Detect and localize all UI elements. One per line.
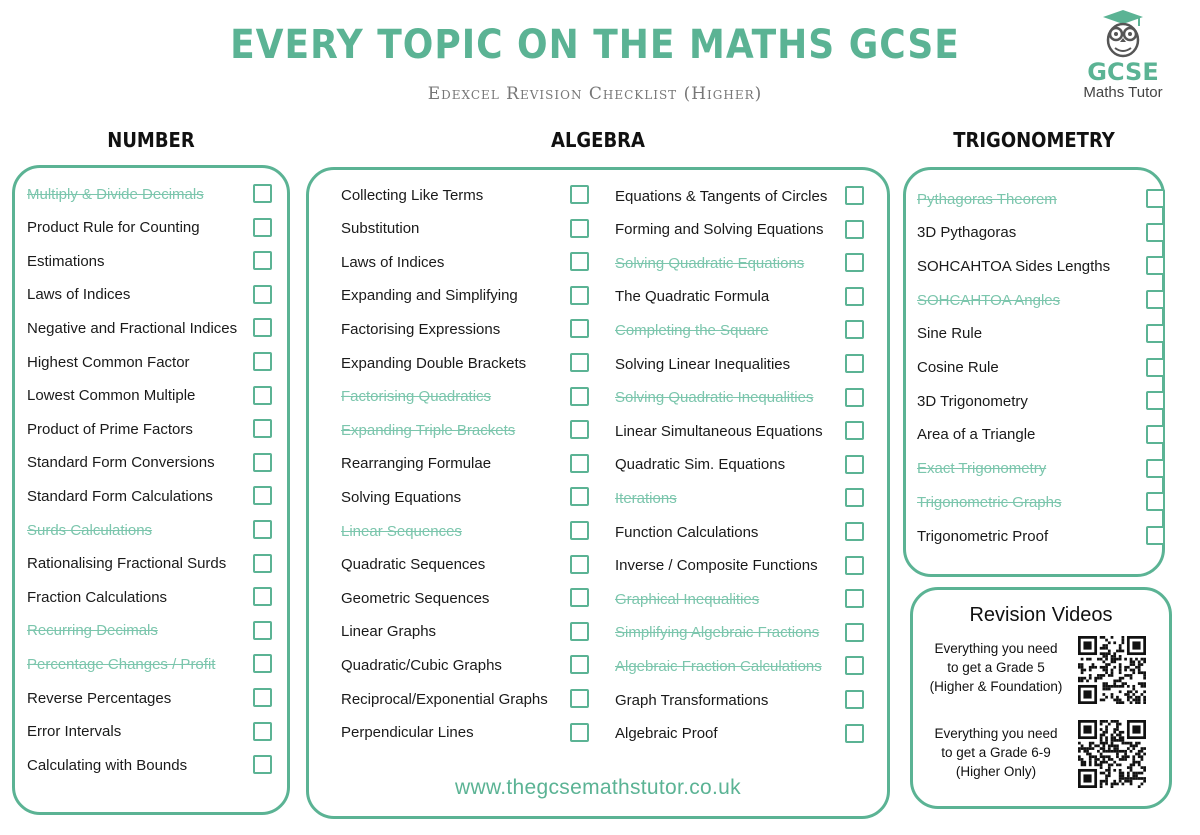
checklist-item-label: Lowest Common Multiple (27, 387, 196, 405)
checklist-item-label: Trigonometric Graphs (917, 493, 1062, 511)
checkbox[interactable] (253, 722, 272, 741)
checklist-item-label: Substitution (341, 220, 420, 238)
checkbox[interactable] (845, 253, 864, 272)
checklist-item-label: Equations & Tangents of Circles (615, 187, 828, 205)
checkbox[interactable] (570, 588, 589, 607)
checkbox[interactable] (1146, 526, 1165, 545)
checkbox[interactable] (253, 184, 272, 203)
checklist-item-label: Calculating with Bounds (27, 756, 188, 774)
checkbox[interactable] (253, 554, 272, 573)
checklist-item-label: Trigonometric Proof (917, 527, 1049, 545)
trigonometry-heading: TRIGONOMETRY (953, 128, 1115, 152)
checkbox[interactable] (1146, 223, 1165, 242)
checkbox[interactable] (253, 318, 272, 337)
checkbox[interactable] (253, 352, 272, 371)
checklist-item-label: Standard Form Calculations (27, 487, 213, 505)
video-text-line: (Higher Only) (955, 764, 1037, 779)
checklist-item-label: Rearranging Formulae (341, 455, 492, 473)
checkbox[interactable] (253, 654, 272, 673)
checklist-item-label: Solving Linear Inequalities (615, 355, 791, 373)
checkbox[interactable] (570, 622, 589, 641)
checkbox[interactable] (570, 185, 589, 204)
checklist-item-label: Expanding Triple Brackets (341, 421, 516, 439)
checkbox[interactable] (845, 220, 864, 239)
checklist-item-label: SOHCAHTOA Sides Lengths (917, 257, 1111, 275)
checklist-item-label: Multiply & Divide Decimals (27, 185, 204, 203)
logo-gcse-text: GCSE (1087, 58, 1159, 86)
qr-code-grade5-icon[interactable] (1078, 636, 1146, 704)
checklist-item-label: Error Intervals (27, 723, 122, 741)
checklist-item-label: Simplifying Algebraic Fractions (615, 624, 820, 642)
checkbox[interactable] (253, 218, 272, 237)
checkbox[interactable] (570, 286, 589, 305)
checkbox[interactable] (845, 488, 864, 507)
checkbox[interactable] (253, 587, 272, 606)
checkbox[interactable] (570, 219, 589, 238)
checklist-item-label: Fraction Calculations (27, 588, 168, 606)
page-title: EVERY TOPIC ON THE MATHS GCSE (230, 22, 960, 68)
checklist-item-label: Graph Transformations (615, 691, 769, 709)
checkbox[interactable] (845, 455, 864, 474)
checkbox[interactable] (570, 555, 589, 574)
checklist-item-label: Estimations (27, 252, 105, 270)
checkbox[interactable] (253, 285, 272, 304)
checklist-item-label: Solving Quadratic Inequalities (615, 389, 814, 407)
checkbox[interactable] (570, 353, 589, 372)
checklist-item-label: Forming and Solving Equations (615, 221, 824, 239)
checkbox[interactable] (570, 655, 589, 674)
checkbox[interactable] (845, 320, 864, 339)
checklist-item-label: Solving Equations (341, 488, 462, 506)
checkbox[interactable] (570, 252, 589, 271)
checklist-item-label: Negative and Fractional Indices (27, 319, 238, 337)
checklist-item-label: Expanding and Simplifying (341, 287, 518, 305)
checklist-item-label: Expanding Double Brackets (341, 354, 527, 372)
checkbox[interactable] (253, 251, 272, 270)
checkbox[interactable] (253, 621, 272, 640)
checklist-item-label: Algebraic Fraction Calculations (615, 657, 822, 675)
checklist-item-label: Laws of Indices (27, 286, 131, 304)
checkbox[interactable] (253, 453, 272, 472)
video-text-line: to get a Grade 5 (947, 660, 1045, 675)
checklist-item-label: Percentage Changes / Profit (27, 655, 216, 673)
checklist-item-label: Quadratic/Cubic Graphs (341, 656, 502, 674)
checkbox[interactable] (253, 755, 272, 774)
checkbox[interactable] (845, 388, 864, 407)
checkbox[interactable] (845, 656, 864, 675)
checklist-item-label: Area of a Triangle (917, 426, 1036, 444)
checklist-item-label: Cosine Rule (917, 359, 999, 376)
checklist-item-label: Surds Calculations (27, 521, 153, 539)
checkbox[interactable] (1146, 358, 1165, 377)
checklist-item-label: Reverse Percentages (27, 689, 172, 707)
checklist-item-label: Linear Sequences (341, 522, 462, 540)
checkbox[interactable] (845, 724, 864, 743)
checkbox[interactable] (570, 387, 589, 406)
checkbox[interactable] (1146, 324, 1165, 343)
checklist-item-label: Completing the Square (615, 321, 769, 339)
checkbox[interactable] (570, 723, 589, 742)
checklist-item-label: SOHCAHTOA Angles (917, 291, 1061, 309)
checklist-item-label: Collecting Like Terms (341, 186, 484, 204)
checkbox[interactable] (253, 520, 272, 539)
checklist-item-label: Graphical Inequalities (615, 590, 760, 608)
checkbox[interactable] (253, 688, 272, 707)
checkbox[interactable] (845, 287, 864, 306)
checkbox[interactable] (570, 689, 589, 708)
checkbox[interactable] (570, 420, 589, 439)
checklist-item-label: Rationalising Fractional Surds (27, 555, 227, 573)
checklist-item-label: Inverse / Composite Functions (615, 557, 818, 575)
video-grade5-text (920, 639, 1072, 696)
checkbox[interactable] (845, 421, 864, 440)
checklist-item-label: Geometric Sequences (341, 589, 490, 607)
checklist-item-label: Standard Form Conversions (27, 454, 215, 472)
checkbox[interactable] (253, 386, 272, 405)
checkbox[interactable] (570, 454, 589, 473)
video-text-line: Everything you need (934, 726, 1058, 741)
checkbox[interactable] (1146, 256, 1165, 275)
checklist-item-label: Linear Simultaneous Equations (615, 422, 823, 440)
checklist-item-label: Product Rule for Counting (27, 219, 200, 237)
revision-videos-title: Revision Videos (969, 604, 1113, 626)
video-grade6-9-text (920, 724, 1072, 781)
checklist-item-label: Recurring Decimals (27, 622, 158, 640)
checklist-item-label: Solving Quadratic Equations (615, 254, 805, 272)
checkbox[interactable] (845, 556, 864, 575)
checkbox[interactable] (1146, 459, 1165, 478)
checklist-item-label: Iterations (615, 489, 677, 507)
checkbox[interactable] (845, 354, 864, 373)
video-text-line: to get a Grade 6-9 (941, 745, 1051, 760)
checkbox[interactable] (845, 522, 864, 541)
checkbox[interactable] (1146, 189, 1165, 208)
website-url[interactable]: www.thegcsemathstutor.co.uk (455, 776, 741, 799)
checklist-item-label: Highest Common Factor (27, 353, 190, 371)
page-subtitle: Edexcel Revision Checklist (Higher) (427, 84, 763, 104)
qr-code-grade6-9-icon[interactable] (1078, 720, 1146, 788)
checklist-item-label: 3D Pythagoras (917, 224, 1017, 242)
brand-logo (1068, 8, 1178, 118)
checklist-item-label: Sine Rule (917, 325, 983, 343)
checklist-item-label: Product of Prime Factors (27, 420, 193, 438)
checklist-item-label: The Quadratic Formula (615, 288, 770, 306)
checkbox[interactable] (845, 690, 864, 709)
checkbox[interactable] (253, 486, 272, 505)
checklist-item-label: Linear Graphs (341, 623, 437, 641)
checklist-item-label: Factorising Expressions (341, 320, 501, 338)
checklist-item-label: Perpendicular Lines (341, 724, 474, 742)
checkbox[interactable] (1146, 425, 1165, 444)
checkbox[interactable] (570, 487, 589, 506)
checkbox[interactable] (845, 186, 864, 205)
checklist-item-label: Quadratic Sequences (341, 556, 486, 574)
logo-tutor-text: Maths Tutor (1083, 84, 1163, 101)
checkbox[interactable] (570, 521, 589, 540)
checklist-item-label: Laws of Indices (341, 253, 445, 271)
checkbox[interactable] (1146, 492, 1165, 511)
checklist-item-label: Pythagoras Theorem (917, 190, 1057, 208)
number-heading: NUMBER (107, 128, 195, 152)
checklist-item-label: Function Calculations (615, 523, 759, 541)
checklist-item-label: Algebraic Proof (615, 725, 718, 743)
algebra-heading: ALGEBRA (551, 128, 645, 152)
checkbox[interactable] (570, 319, 589, 338)
checkbox[interactable] (845, 589, 864, 608)
owl-logo-icon (1099, 8, 1147, 58)
checklist-item-label: Reciprocal/Exponential Graphs (341, 690, 548, 708)
video-text-line: Everything you need (934, 641, 1058, 656)
checklist-item-label: Factorising Quadratics (341, 388, 492, 406)
video-text-line: (Higher & Foundation) (929, 679, 1063, 694)
checkbox[interactable] (1146, 290, 1165, 309)
checklist-item-label: Quadratic Sim. Equations (615, 456, 786, 474)
checkbox[interactable] (253, 419, 272, 438)
checkbox[interactable] (1146, 391, 1165, 410)
checklist-item-label: Exact Trigonometry (917, 460, 1047, 478)
checkbox[interactable] (845, 623, 864, 642)
checklist-item-label: 3D Trigonometry (917, 392, 1028, 410)
